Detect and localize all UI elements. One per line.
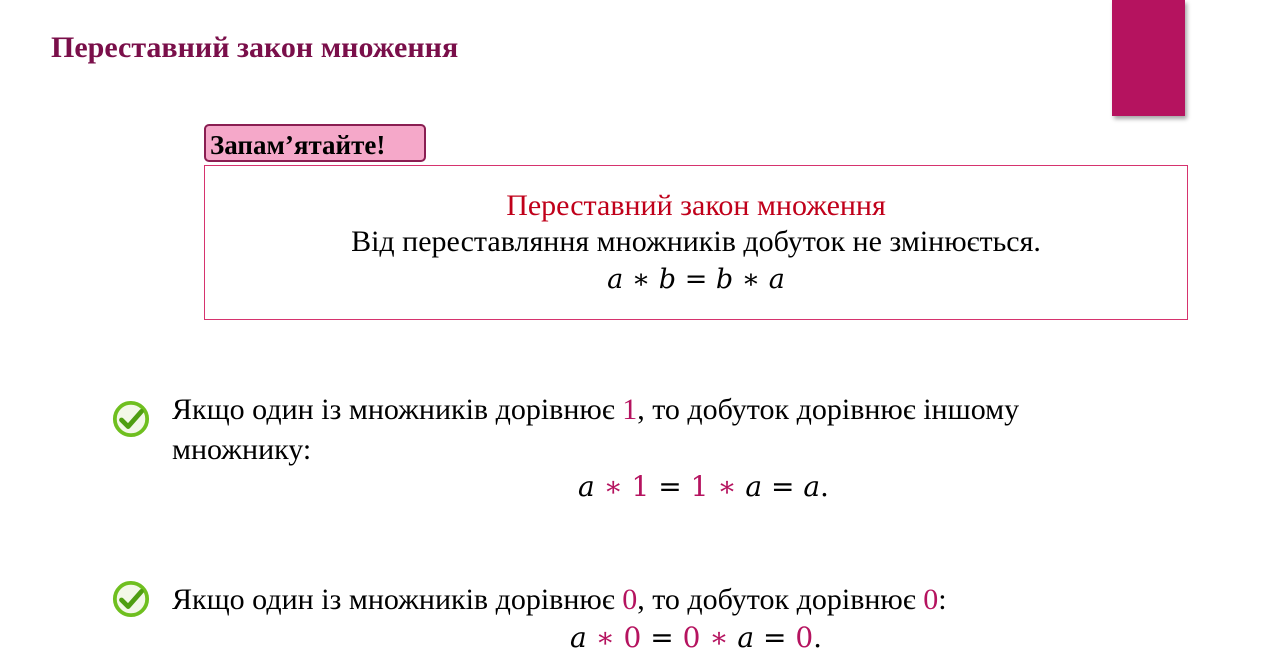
remember-badge: Запам’ятайте! (204, 124, 426, 162)
page-title: Переставний закон множення (51, 31, 459, 64)
value-zero: 0 (622, 583, 638, 616)
var-b: b (658, 264, 677, 295)
var-a: a (607, 264, 624, 295)
eq: = (684, 264, 708, 295)
check-icon (112, 400, 150, 438)
var-a: a (768, 264, 785, 295)
rule-formula (205, 260, 1187, 300)
bullet-2-text: Якщо один із множників дорівнює 0, то добуток дорівнює 0: (172, 583, 947, 616)
accent-bar (1112, 0, 1185, 116)
op: ∗ (741, 264, 761, 295)
value-one: 1 (622, 393, 638, 426)
bullet-1-formula: a ∗ 1 = 1 ∗ a = a. (578, 470, 829, 503)
bullet-1-text: Якщо один із множників дорівнює 1, то добуток дорівнює іншому множнику: (172, 393, 1020, 466)
bullet-2-formula: a ∗ 0 = 0 ∗ a = 0. (570, 621, 823, 654)
var-b: b (715, 264, 734, 295)
rule-text: Від переставляння множників добуток не змінюється. (351, 225, 1041, 258)
check-icon (112, 580, 150, 618)
value-zero: 0 (923, 583, 939, 616)
rule-box (204, 165, 1188, 320)
op: ∗ (631, 264, 651, 295)
rule-title: Переставний закон множення (506, 189, 886, 222)
